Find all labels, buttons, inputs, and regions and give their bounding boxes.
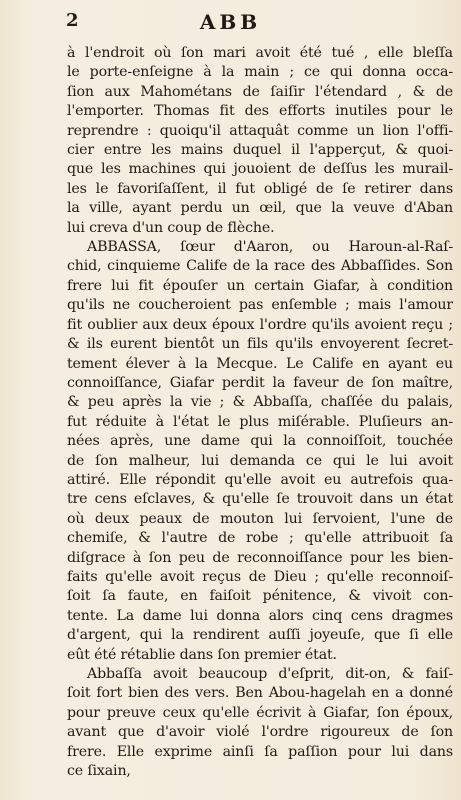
text-line: nées après, une dame qui la connoiſſoit, touchée: [67, 433, 453, 450]
text-line: où deux peaux de mouton lui ſervoient, l'une de: [67, 510, 453, 527]
text-line: attiré. Elle répondit qu'elle avoit eu autrefois qua-: [67, 471, 453, 488]
text-line: les le favoriſaſſent, il fut obligé de ſe retirer dans: [67, 180, 453, 197]
running-head: ABB: [199, 10, 262, 34]
text-line: tente. La dame lui donna alors cinq cens dragmes: [67, 607, 453, 624]
text-line: ſion aux Mahométans de ſaiſir l'étendard , & de: [67, 83, 453, 100]
paragraph-abbassa-entry: [67, 238, 453, 665]
text-line: reprendre : quoiqu'il attaquât comme un lion l'offi-: [67, 122, 453, 139]
text-line: le porte-enſeigne à la main ; ce qui donna occa-: [67, 64, 453, 81]
text-line: chemiſe, & l'autre de robe ; qu'elle attribuoit ſa: [67, 530, 453, 547]
text-line: faits qu'elle avoit reçus de Dieu ; qu'elle reconnoiſ-: [67, 568, 453, 585]
text-line: ſoit ſa faute, en faiſoit pénitence, & vivoit con-: [67, 588, 453, 605]
text-line: que les machines qui jouoient de deſſus les murail-: [67, 161, 453, 178]
text-line: & peu après la vie ; & Abbaſſa, chaſſée du palais,: [67, 394, 453, 411]
page-body: [67, 44, 453, 781]
text-line: frere lui fit épouſer un certain Giafar, à condition: [67, 277, 453, 294]
text-line: fut réduite à l'état le plus miſérable. Pluſieurs an-: [67, 413, 453, 430]
text-line: de ſon malheur, lui demanda ce qui le lui avoit: [67, 452, 453, 469]
text-line: fit oublier aux deux époux l'ordre qu'ils avoient reçu ;: [67, 316, 453, 333]
paragraph-aban: [67, 44, 453, 238]
text-line: à l'endroit où ſon mari avoit été tué , elle bleſſa: [67, 45, 453, 61]
text-line: eût été rétablie dans ſon premier état.: [67, 646, 337, 663]
text-line: l'emporter. Thomas fit des efforts inutiles pour le: [67, 103, 453, 120]
text-line: avant que d'avoir violé l'ordre rigoureux de ſon: [67, 724, 453, 741]
text-line: tement élever à la Mecque. Le Calife en ayant eu: [67, 355, 453, 372]
paragraph-abbassa-verses: [67, 665, 453, 781]
text-line: lui creva d'un coup de flèche.: [67, 219, 275, 236]
entry-heading-line: ABBASSA, ſœur d'Aaron, ou Haroun-al-Raſ-: [87, 239, 453, 256]
page-number: 2: [66, 10, 79, 31]
text-line: pour preuve ceux qu'elle écrivit à Giafar, ſon époux,: [67, 704, 453, 721]
text-line: diſgrace à ſon peu de reconnoiſſance pour les bien-: [67, 549, 453, 566]
text-line: frere. Elle exprime ainſi ſa paſſion pour lui dans: [67, 743, 453, 760]
text-line: tre cens eſclaves, & qu'elle ſe trouvoit dans un état: [67, 491, 453, 508]
text-line: ce ſixain,: [67, 763, 131, 780]
text-line: cier entre les mains duquel il l'apperçut, & quoi-: [67, 142, 453, 159]
text-line: Abbaſſa avoit beaucoup d'eſprit, dit-on, & faiſ-: [87, 666, 453, 682]
text-line: chid, cinquieme Calife de la race des Abbaſſides. Son: [67, 258, 453, 275]
text-line: d'argent, qui la rendirent auſſi joyeuſe, que ſi elle: [67, 627, 453, 644]
text-line: qu'ils ne coucheroient pas enſemble ; mais l'amour: [67, 297, 453, 314]
text-line: la ville, ayant perdu un œil, que la veuve d'Aban: [67, 200, 453, 217]
text-line: ſoit fort bien des vers. Ben Abou-hagelah en a donné: [67, 685, 453, 702]
text-line: & ils eurent bientôt un fils qu'ils envoyerent ſecret-: [67, 336, 453, 353]
text-line: connoiſſance, Giafar perdit la faveur de ſon maître,: [67, 374, 453, 391]
